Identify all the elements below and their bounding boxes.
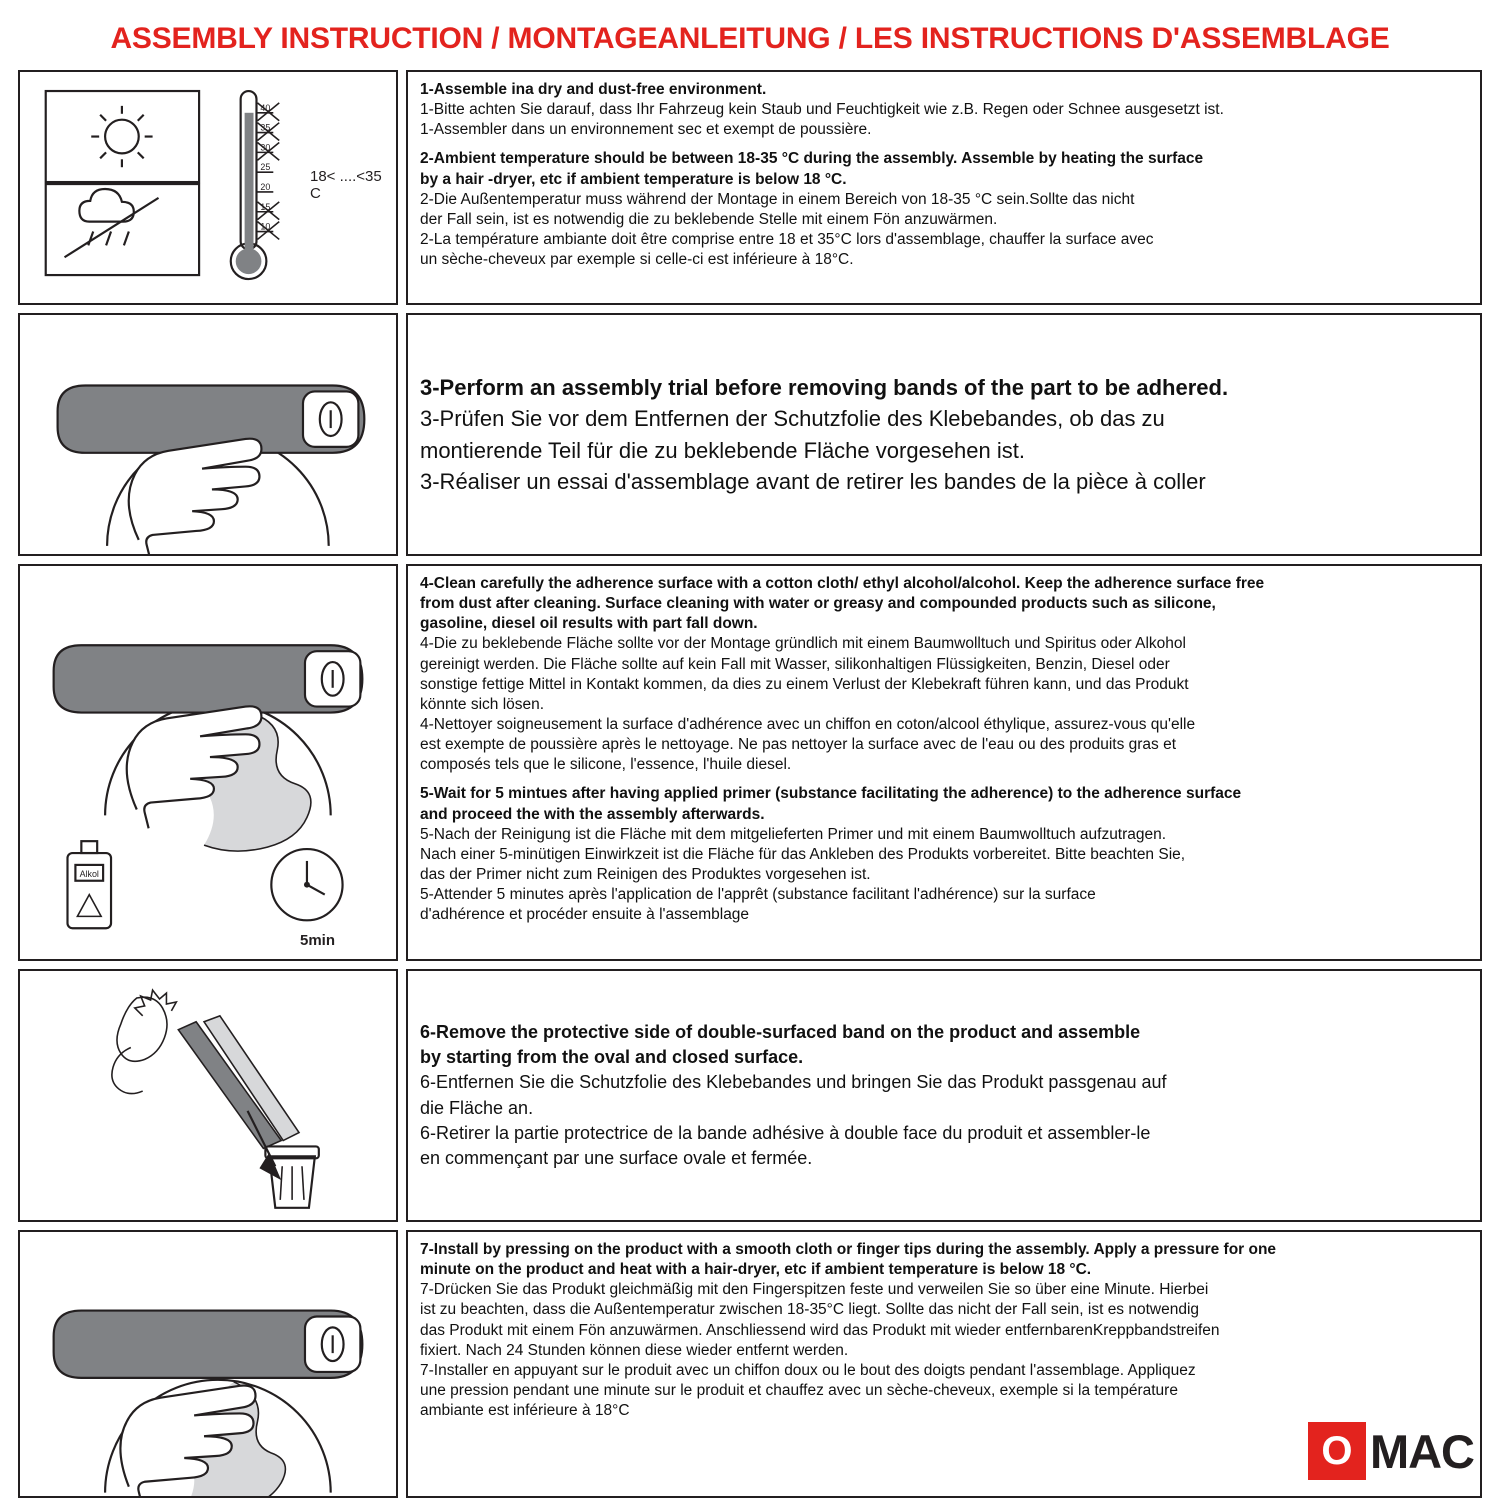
text-line: ist zu beachten, dass die Außentemperatur zwischen 18-35°C liegt. Sollte das nicht der Fall sein, ist es notwendig: [420, 1301, 1200, 1319]
text-line: 7-Drücken Sie das Produkt gleichmäßig mit den Fingerspitzen feste und verweilen Sie so über eine Minute. Hierbei: [420, 1281, 1209, 1299]
illustration-assembly-trial: [18, 313, 398, 556]
text-line: est exempte de poussière après le nettoyage. Ne pas nettoyer la surface avec de l'eau ou des produits gras et: [420, 736, 1177, 754]
text-line: fixiert. Nach 24 Stunden können diese wieder entfernt werden.: [420, 1341, 849, 1359]
svg-text:25: 25: [260, 162, 271, 173]
temperature-range-label: 18< ....<35 C: [310, 168, 382, 202]
text-line: 6-Entfernen Sie die Schutzfolie des Klebebandes und bringen Sie das Produkt passgenau auf: [420, 1072, 1167, 1093]
text-line: sonstige fettige Mittel in Kontakt kommen, da dies zu einem Verlust der Klebekraft führen kann, und das Produkt: [420, 675, 1189, 693]
text-line: montierende Teil für die zu beklebende Fläche vorgesehen ist.: [420, 437, 1025, 463]
text-line: en commençant par une surface ovale et fermée.: [420, 1147, 813, 1168]
text-line: minute on the product and heat with a hair-dryer, etc if ambient temperature is below 18 °C.: [420, 1261, 1092, 1279]
text-line: 3-Perform an assembly trial before removing bands of the part to be adhered.: [420, 375, 1229, 401]
text-line: der Fall sein, ist es notwendig die zu beklebende Stelle mit einem Fön anzuwärmen.: [420, 210, 998, 228]
text-line: and proceed the with the assembly afterwards.: [420, 805, 765, 823]
text-line: die Fläche an.: [420, 1097, 534, 1118]
svg-text:35: 35: [260, 122, 271, 133]
svg-text:20: 20: [260, 181, 271, 192]
text-line: 4-Nettoyer soigneusement la surface d'adhérence avec un chiffon en coton/alcool éthylique, assurez-vous qu'elle: [420, 715, 1196, 733]
text-line: 2-La température ambiante doit être comprise entre 18 et 35°C lors d'assemblage, chauffer la surface avec: [420, 230, 1154, 248]
text-line: 5-Nach der Reinigung ist die Fläche mit dem mitgelieferten Primer und mit einem Baumwolltuch aufzutragen.: [420, 825, 1167, 843]
text-line: 7-Install by pressing on the product with a smooth cloth or finger tips during the assembly. Apply a pressure for one: [420, 1241, 1277, 1258]
text-line: 1-Assembler dans un environnement sec et exempt de poussière.: [420, 121, 872, 139]
text-line: 3-Prüfen Sie vor dem Entfernen der Schutzfolie des Klebebandes, ob das zu: [420, 406, 1165, 432]
text-line: un sèche-cheveux par exemple si celle-ci est inférieure à 18°C.: [420, 251, 854, 269]
instruction-row-3: [18, 564, 1482, 961]
instruction-text-step-6: [406, 969, 1482, 1222]
text-line: 2-Die Außentemperatur muss während der Montage in einem Bereich von 18-35 °C sein.Sollte das nicht: [420, 190, 1135, 208]
spacer: [420, 140, 1468, 149]
svg-text:30: 30: [260, 142, 271, 153]
instruction-row-4: [18, 969, 1482, 1222]
text-line: une pression pendant une minute sur le produit et chauffez avec un sèche-cheveux, exemple si la température: [420, 1381, 1178, 1399]
svg-text:15: 15: [260, 201, 271, 212]
illustration-remove-protective-film: [18, 969, 398, 1222]
text-line: 1-Assemble ina dry and dust-free environment.: [420, 81, 767, 98]
logo-wordmark: MAC: [1369, 1424, 1474, 1478]
logo-mark: O: [1308, 1422, 1366, 1480]
text-line: 1-Bitte achten Sie darauf, dass Ihr Fahrzeug kein Staub und Feuchtigkeit wie z.B. Regen oder Schnee ausgesetzt ist.: [420, 101, 1224, 119]
text-line: 6-Remove the protective side of double-surfaced band on the product and assemble: [420, 1021, 1141, 1042]
text-line: by starting from the oval and closed surface.: [420, 1047, 804, 1068]
text-line: 6-Retirer la partie protectrice de la bande adhésive à double face du produit et assembler-le: [420, 1122, 1151, 1143]
text-line: das Produkt mit einem Fön anzuwärmen. Anschliessend wird das Produkt mit wieder entfernbarenKreppbandstreifen: [420, 1321, 1220, 1339]
text-line: das der Primer nicht zum Reinigen des Produktes vorgesehen ist.: [420, 865, 871, 883]
text-line: 3-Réaliser un essai d'assemblage avant de retirer les bandes de la pièce à coller: [420, 468, 1206, 494]
text-line: d'adhérence et procéder ensuite à l'assemblage: [420, 906, 750, 924]
text-line: 5-Attender 5 minutes après l'application de l'apprêt (substance facilitant l'adhérence) sur la surface: [420, 886, 1096, 904]
instruction-row-1: [18, 70, 1482, 305]
illustration-svg-step-7: [20, 1232, 396, 1496]
instruction-text-step-1-2: [406, 70, 1482, 305]
instruction-text-step-4-5: [406, 564, 1482, 961]
text-line: 5-Wait for 5 mintues after having applied primer (substance facilitating the adherence) to the adherence surface: [420, 785, 1242, 803]
text-line: 7-Installer en appuyant sur le produit avec un chiffon doux ou le bout des doigts pendant l'assemblage. Appliquez: [420, 1361, 1196, 1379]
text-line: 4-Die zu beklebende Fläche sollte vor der Montage gründlich mit einem Baumwolltuch und Spiritus oder Alkohol: [420, 635, 1186, 653]
text-line: Nach einer 5-minütigen Einwirkzeit ist die Fläche für das Ankleben des Produkts vorbereitet. Bitte beachten Sie,: [420, 845, 1186, 863]
instruction-row-5: [18, 1230, 1482, 1498]
text-line: composés tels que le silicone, l'essence, l'huile diesel.: [420, 756, 792, 774]
text-line: 4-Clean carefully the adherence surface with a cotton cloth/ ethyl alcohol/alcohol. Keep the adherence surface free: [420, 575, 1265, 592]
text-line: by a hair -dryer, etc if ambient temperature is below 18 °C.: [420, 170, 847, 188]
illustration-clean-surface-primer: [18, 564, 398, 961]
text-line: from dust after cleaning. Surface cleaning with water or greasy and compounded products such as silicone,: [420, 595, 1216, 613]
illustration-svg-step-6: [20, 971, 396, 1220]
svg-text:10: 10: [260, 221, 271, 232]
svg-text:Alkol: Alkol: [79, 868, 99, 879]
text-line: könnte sich lösen.: [420, 695, 545, 713]
timer-label: 5min: [300, 932, 336, 949]
instruction-rows: [18, 70, 1482, 1498]
page-title: ASSEMBLY INSTRUCTION / MONTAGEANLEITUNG / LES INSTRUCTIONS D'ASSEMBLAGE: [110, 22, 1390, 55]
illustration-svg-step-3: [20, 315, 396, 554]
text-line: gereinigt werden. Die Fläche sollte auf kein Fall mit Wasser, silikonhaltigen Flüssigkeiten, Benzin, Diesel oder: [420, 655, 1170, 673]
svg-text:40: 40: [260, 102, 271, 113]
text-line: ambiante est inférieure à 18°C: [420, 1402, 630, 1420]
text-line: gasoline, diesel oil results with part fall down.: [420, 615, 758, 633]
illustration-svg-step-4-5: [20, 566, 396, 959]
instruction-row-2: [18, 313, 1482, 556]
illustration-press-product: [18, 1230, 398, 1498]
illustration-dry-environment-temperature: [18, 70, 398, 305]
omac-logo: [1308, 1420, 1474, 1482]
text-line: 2-Ambient temperature should be between 18-35 °C during the assembly. Assemble by heating the surface: [420, 150, 1204, 168]
instruction-text-step-3: [406, 313, 1482, 556]
spacer: [420, 775, 1468, 784]
